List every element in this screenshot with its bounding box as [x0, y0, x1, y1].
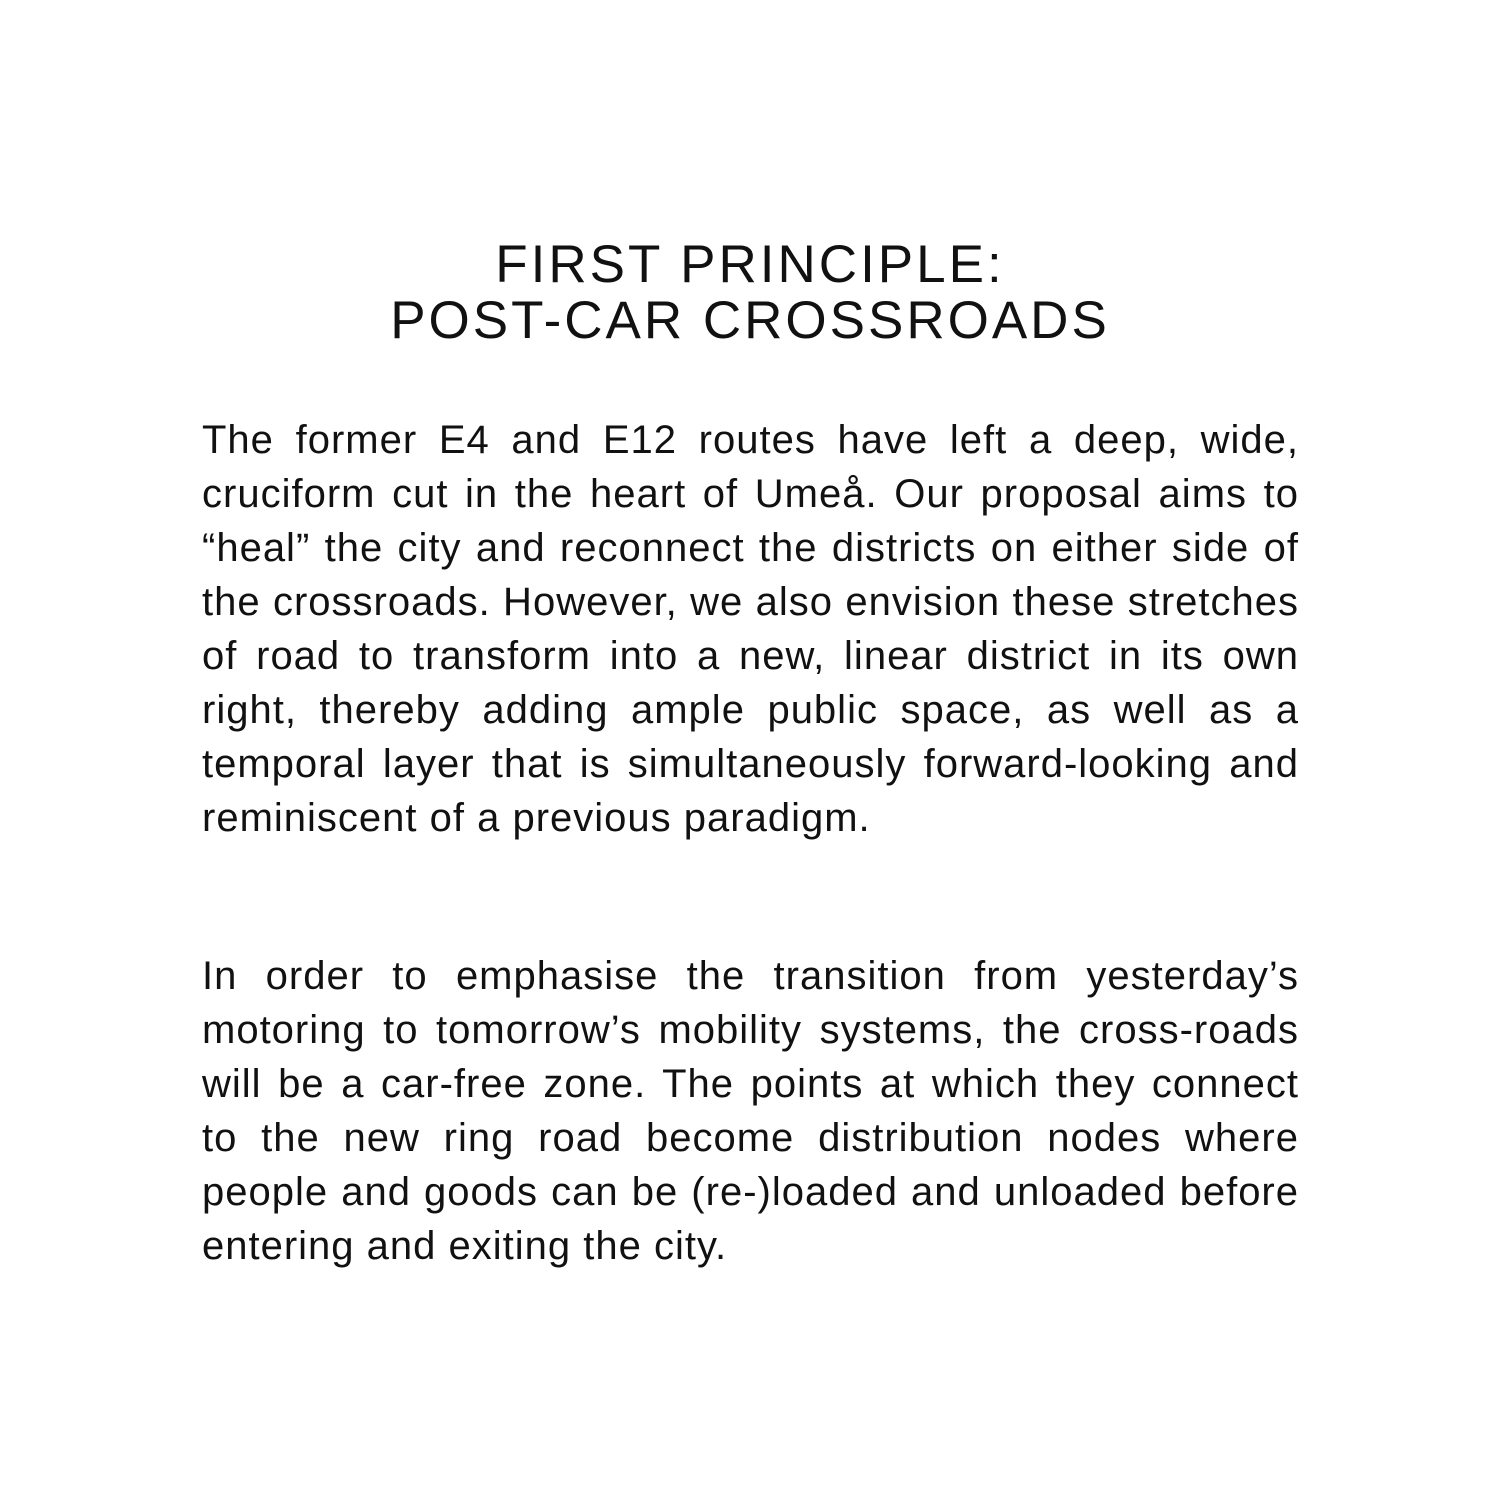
body-paragraph-1: The former E4 and E12 routes have left a deep, wide, cruciform cut in the heart of Umeå. Our proposal aims to “heal” the city and reconnect the districts on either side of the crossroads. However, we also envision these stretches of road to transform into a new, linear district in its own right, thereby adding ample public space, as well as a temporal layer that is simultaneously forward-looking and reminiscent of a previous paradigm. — [202, 418, 1299, 840]
body-paragraph-2: In order to emphasise the transition from yesterday’s motoring to tomorrow’s mobility systems, the cross-roads will be a car-free zone. The points at which they connect to the new ring road become distribution nodes where people and goods can be (re-)loaded and unloaded before entering and exiting the city. — [202, 954, 1299, 1268]
title-line-1: FIRST PRINCIPLE: — [495, 235, 1005, 294]
title-line-2: POST-CAR CROSSROADS — [390, 291, 1110, 350]
page-title — [0, 237, 1500, 349]
